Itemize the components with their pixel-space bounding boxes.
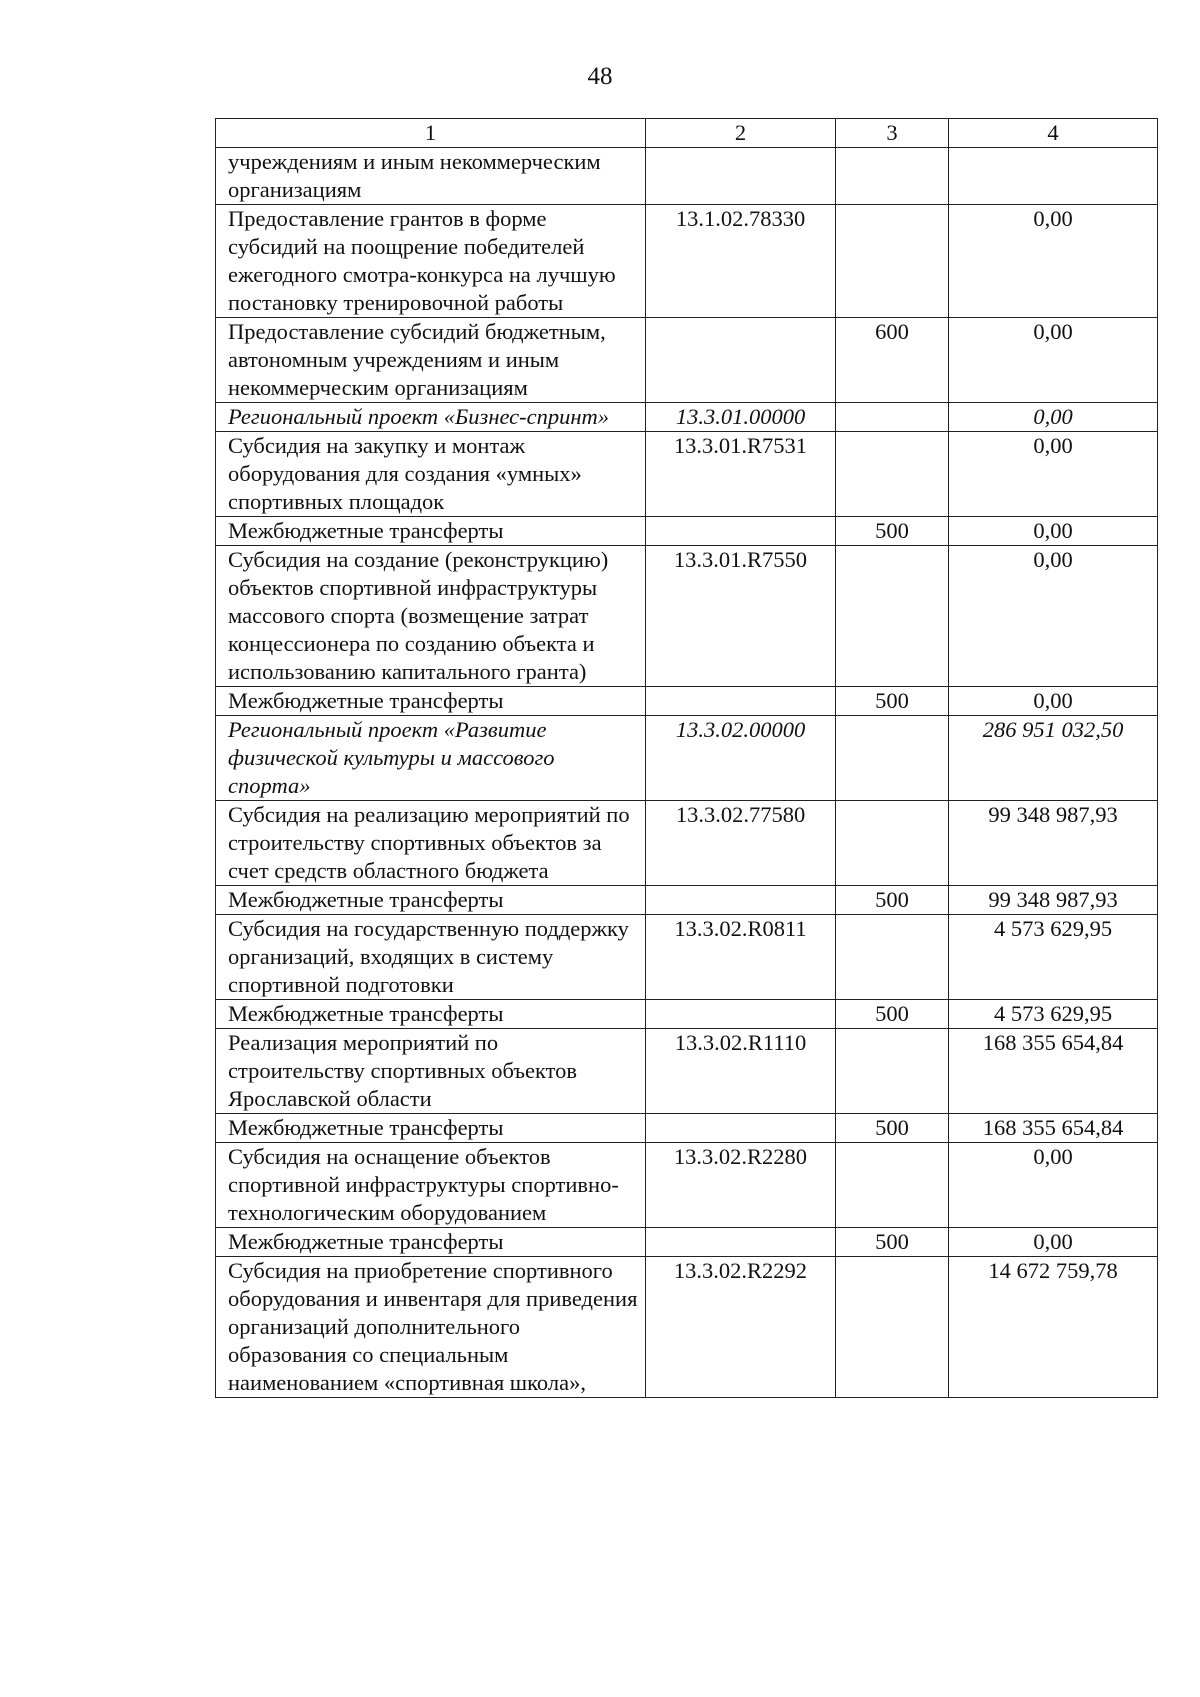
row-code-cell: 13.1.02.78330 [646,205,836,318]
row-amount-cell: 168 355 654,84 [949,1114,1158,1143]
row-amount-cell [949,148,1158,205]
row-expense-type-cell [836,1029,949,1114]
row-amount-cell: 0,00 [949,318,1158,403]
row-code-cell: 13.3.01.00000 [646,403,836,432]
row-name-cell: Межбюджетные трансферты [216,1000,646,1029]
table-body [216,148,1158,1398]
header-col-1: 1 [216,119,646,148]
table-row [216,716,1158,801]
header-row [216,119,1158,148]
table-row [216,1000,1158,1029]
row-code-cell: 13.3.01.R7550 [646,546,836,687]
row-expense-type-cell [836,716,949,801]
row-name-cell: Субсидия на реализацию мероприятий по строительству спортивных объектов за счет средств областного бюджета [216,801,646,886]
header-col-4: 4 [949,119,1158,148]
row-expense-type-cell: 500 [836,1000,949,1029]
row-name-cell: Региональный проект «Развитие физической культуры и массового спорта» [216,716,646,801]
page-number: 48 [587,63,613,90]
table-header [216,119,1158,148]
row-name-cell: Субсидия на оснащение объектов спортивной инфраструктуры спортивно-технологическим оборудованием [216,1143,646,1228]
row-expense-type-cell [836,205,949,318]
row-amount-cell: 14 672 759,78 [949,1257,1158,1398]
table-row [216,1257,1158,1398]
row-name-cell: Межбюджетные трансферты [216,1228,646,1257]
row-amount-cell: 4 573 629,95 [949,915,1158,1000]
row-amount-cell: 4 573 629,95 [949,1000,1158,1029]
row-code-cell [646,1114,836,1143]
row-name-cell: Межбюджетные трансферты [216,1114,646,1143]
table-row [216,318,1158,403]
row-code-cell: 13.3.01.R7531 [646,432,836,517]
table-row [216,148,1158,205]
row-amount-cell: 99 348 987,93 [949,801,1158,886]
row-amount-cell: 0,00 [949,546,1158,687]
table-row [216,546,1158,687]
table-row [216,1114,1158,1143]
row-name-cell: Субсидия на приобретение спортивного оборудования и инвентаря для приведения организаций дополнительного образования со специальным наименованием «спортивная школа», [216,1257,646,1398]
row-code-cell: 13.3.02.00000 [646,716,836,801]
row-amount-cell: 0,00 [949,1143,1158,1228]
row-expense-type-cell: 500 [836,687,949,716]
row-expense-type-cell: 500 [836,886,949,915]
row-name-cell: учреждениям и иным некоммерческим организациям [216,148,646,205]
table-row [216,1143,1158,1228]
row-code-cell [646,1228,836,1257]
row-code-cell: 13.3.02.R0811 [646,915,836,1000]
row-amount-cell: 0,00 [949,517,1158,546]
row-name-cell: Межбюджетные трансферты [216,687,646,716]
row-name-cell: Субсидия на создание (реконструкцию) объектов спортивной инфраструктуры массового спорта (возмещение затрат концессионера по созданию объекта и использованию капитального гранта) [216,546,646,687]
row-expense-type-cell [836,801,949,886]
row-name-cell: Субсидия на закупку и монтаж оборудования для создания «умных» спортивных площадок [216,432,646,517]
row-expense-type-cell [836,403,949,432]
table-row [216,432,1158,517]
row-amount-cell: 0,00 [949,687,1158,716]
table-row [216,886,1158,915]
row-expense-type-cell: 600 [836,318,949,403]
row-amount-cell: 168 355 654,84 [949,1029,1158,1114]
row-expense-type-cell [836,432,949,517]
table-row [216,1228,1158,1257]
row-expense-type-cell [836,1143,949,1228]
row-code-cell: 13.3.02.R2280 [646,1143,836,1228]
row-code-cell [646,318,836,403]
row-code-cell [646,886,836,915]
row-amount-cell: 0,00 [949,205,1158,318]
row-name-cell: Субсидия на государственную поддержку организаций, входящих в систему спортивной подготовки [216,915,646,1000]
row-expense-type-cell [836,915,949,1000]
table-row [216,205,1158,318]
row-expense-type-cell [836,546,949,687]
row-code-cell [646,687,836,716]
header-col-2: 2 [646,119,836,148]
row-code-cell [646,1000,836,1029]
row-name-cell: Межбюджетные трансферты [216,517,646,546]
row-amount-cell: 0,00 [949,403,1158,432]
table-row [216,915,1158,1000]
row-code-cell [646,517,836,546]
table-row [216,1029,1158,1114]
row-code-cell [646,148,836,205]
row-expense-type-cell: 500 [836,517,949,546]
header-col-3: 3 [836,119,949,148]
row-name-cell: Предоставление грантов в форме субсидий на поощрение победителей ежегодного смотра-конкурса на лучшую постановку тренировочной работы [216,205,646,318]
table-row [216,687,1158,716]
row-code-cell: 13.3.02.77580 [646,801,836,886]
row-amount-cell: 286 951 032,50 [949,716,1158,801]
table-row [216,517,1158,546]
row-name-cell: Региональный проект «Бизнес-спринт» [216,403,646,432]
row-expense-type-cell [836,148,949,205]
row-name-cell: Реализация мероприятий по строительству спортивных объектов Ярославской области [216,1029,646,1114]
table-row [216,801,1158,886]
row-name-cell: Предоставление субсидий бюджетным, автономным учреждениям и иным некоммерческим организациям [216,318,646,403]
row-amount-cell: 0,00 [949,432,1158,517]
row-code-cell: 13.3.02.R1110 [646,1029,836,1114]
row-amount-cell: 99 348 987,93 [949,886,1158,915]
row-name-cell: Межбюджетные трансферты [216,886,646,915]
row-expense-type-cell [836,1257,949,1398]
row-amount-cell: 0,00 [949,1228,1158,1257]
budget-table [215,118,1158,1398]
table-row [216,403,1158,432]
row-expense-type-cell: 500 [836,1114,949,1143]
row-expense-type-cell: 500 [836,1228,949,1257]
row-code-cell: 13.3.02.R2292 [646,1257,836,1398]
